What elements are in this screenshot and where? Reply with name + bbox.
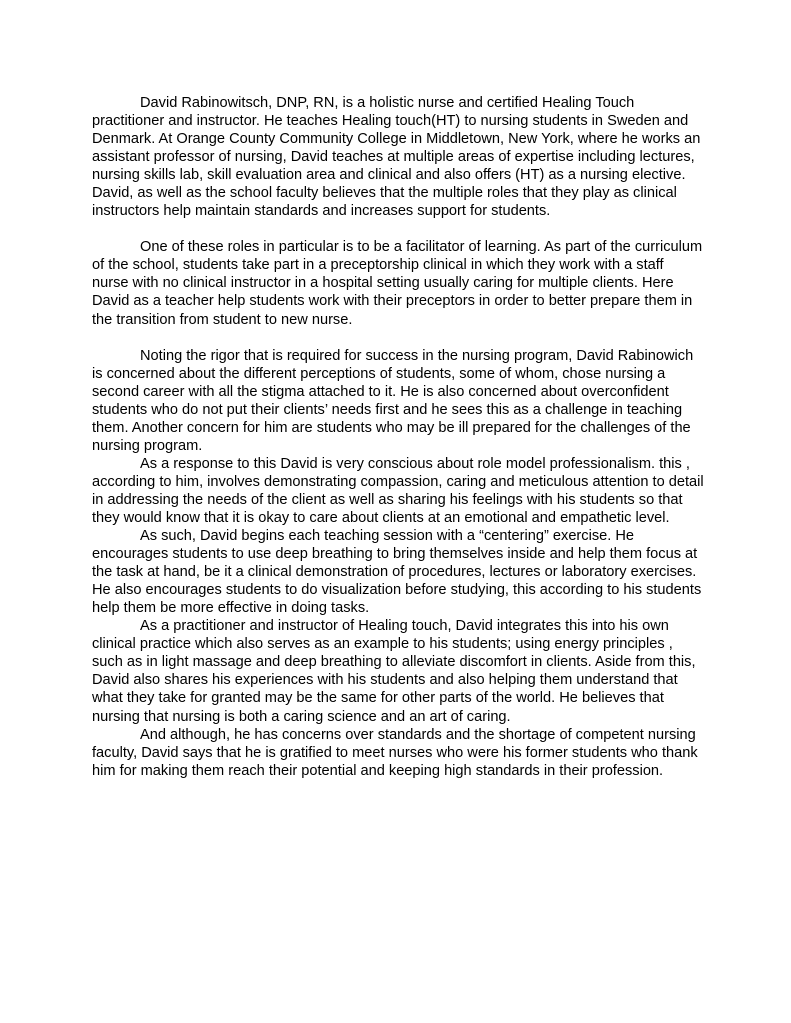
paragraph-2: One of these roles in particular is to be a facilitator of learning. As part of the curriculum of the school, students take part in a preceptorship clinical in which they work with a staff nurse with no clinical instructor in a hospital setting usually caring for multiple clients. Here David as a teacher help students work with their preceptors in order to better prepare them in the transition from student to new nurse. [92, 239, 703, 328]
paragraph-spacer [92, 329, 704, 347]
paragraph-4: As a response to this David is very conscious about role model professionalism. this , according to him, involves demonstrating compassion, caring and meticulous attention to detail in addressing the needs of the client as well as sharing his feelings with his students so that they would know that it is okay to care about clients at an emotional and empathetic level. [92, 455, 704, 526]
document-body [92, 94, 704, 780]
paragraph-6: As a practitioner and instructor of Healing touch, David integrates this into his own clinical practice which also serves as an example to his students; using energy principles , such as in light massage and deep breathing to alleviate discomfort in clients. Aside from this, David also shares his experiences with his students and also helping them understand that what they take for granted may be the same for other parts of the world. He believes that nursing that nursing is both a caring science and an art of caring. [92, 618, 696, 725]
paragraph-5: As such, David begins each teaching session with a “centering” exercise. He encourages students to use deep breathing to bring themselves inside and help them focus at the task at hand, be it a clinical demonstration of procedures, lectures or laboratory exercises. He also encourages students to do visualization before studying, this according to his students help them be more effective in doing tasks. [92, 528, 702, 617]
paragraph-1: David Rabinowitsch, DNP, RN, is a holistic nurse and certified Healing Touch practitioner and instructor. He teaches Healing touch(HT) to nursing students in Sweden and Denmark. At Orange County Community College in Middletown, New York, where he works an assistant professor of nursing, David teaches at multiple areas of expertise including lectures, nursing skills lab, skill evaluation area and clinical and also offers (HT) as a nursing elective. David, as well as the school faculty believes that the multiple roles that they play as clinical instructors help maintain standards and increases support for students. [92, 95, 701, 220]
paragraph-3: Noting the rigor that is required for success in the nursing program, David Rabinowich is concerned about the different perceptions of students, some of whom, chose nursing a second career with all the stigma attached to it. He is also concerned about overconfident students who do not put their clients’ needs first and he sees this as a challenge in teaching them. Another concern for him are students who may be ill prepared for the challenges of the nursing program. [92, 347, 694, 454]
paragraph-spacer [92, 220, 704, 238]
paragraph-7: And although, he has concerns over standards and the shortage of competent nursing faculty, David says that he is gratified to meet nurses who were his former students who thank him for making them reach their potential and keeping high standards in their profession. [92, 726, 698, 779]
